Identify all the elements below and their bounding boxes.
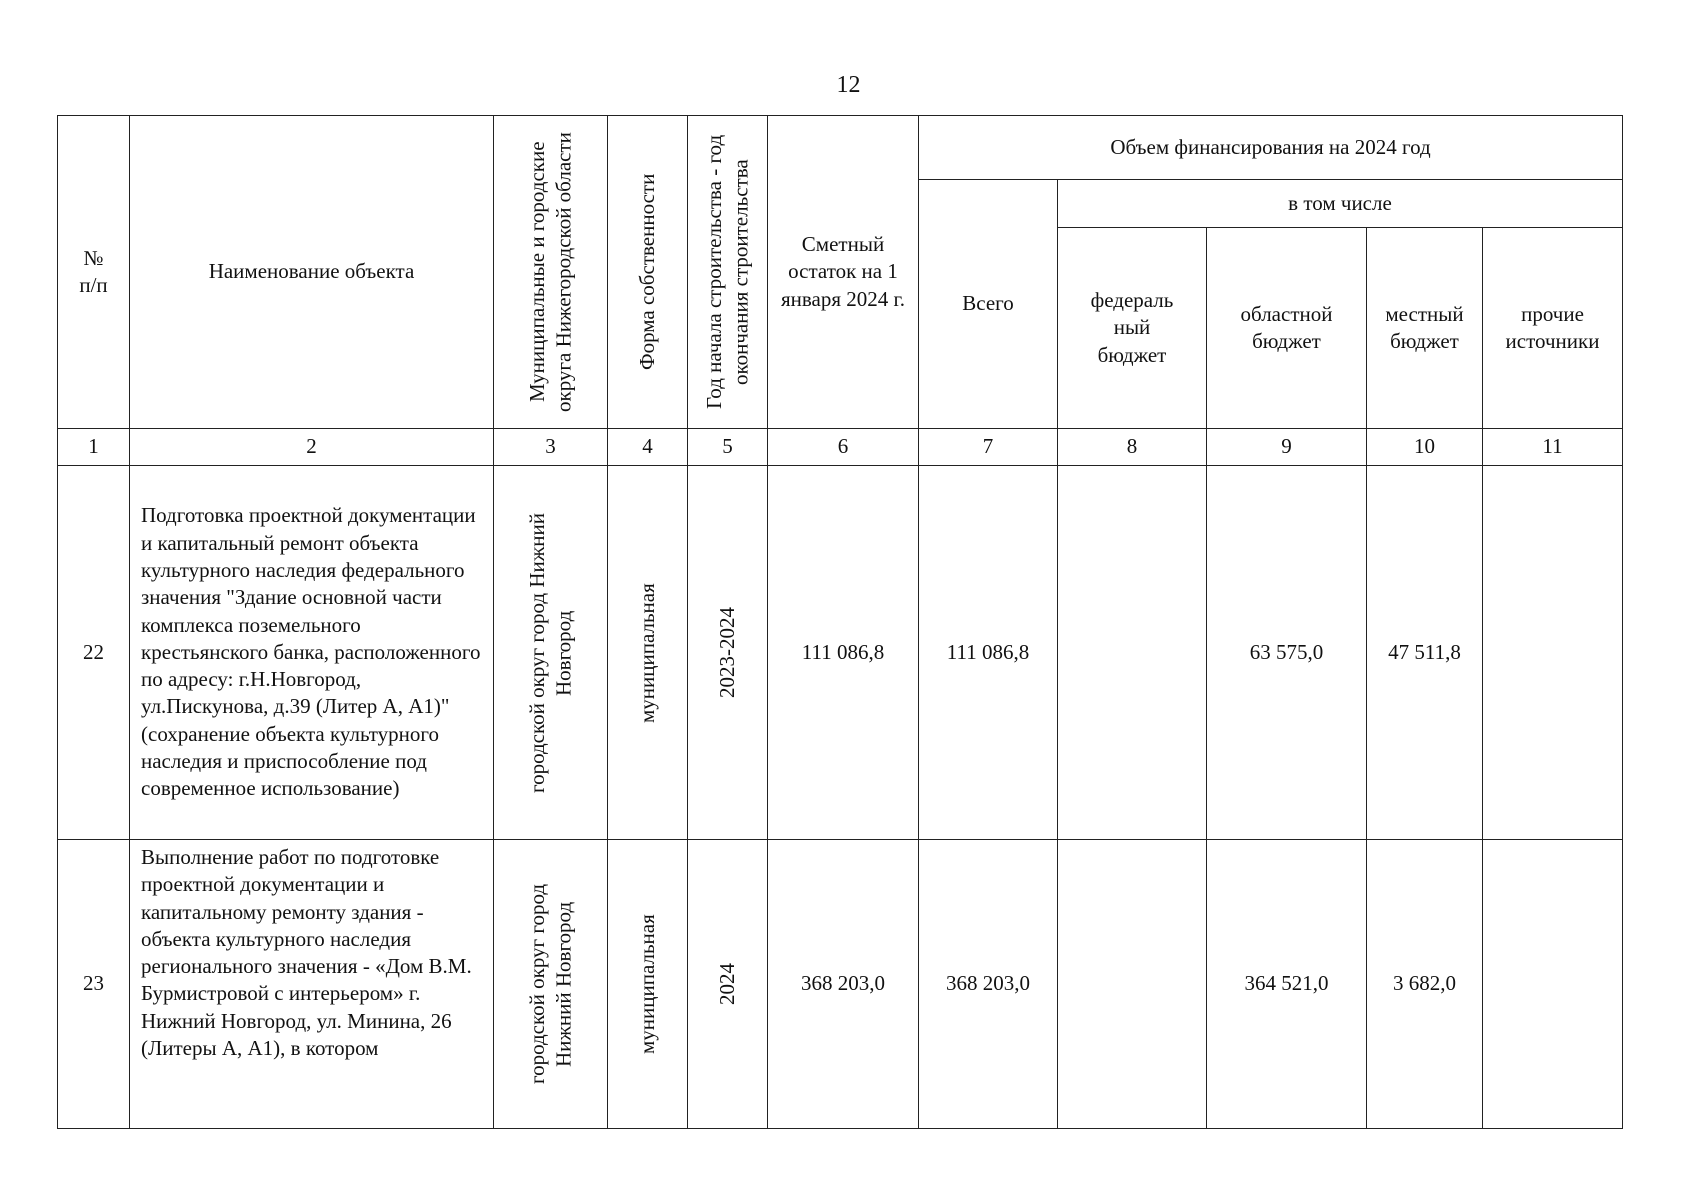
column-number-row [58,429,1623,466]
column-number: 6 [768,429,919,466]
row-estimate: 368 203,0 [768,840,919,1129]
header-municipality: Муниципальные и городские округа Нижегородской области [494,116,608,429]
header-ownership: Форма собственности [608,116,688,429]
row-municipality: городской округ город Нижний Новгород [494,466,608,840]
table-row [58,466,1623,840]
header-years: Год начала строительства - год окончания строительства [688,116,768,429]
header-funding: Объем финансирования на 2024 год [919,116,1623,180]
row-ownership: муниципальная [608,840,688,1129]
row-name-text: Выполнение работ по подготовке проектной документации и капитальному ремонту здания - объекта культурного наследия регионального значения - «Дом В.М. Бурмистровой с интерьером» г. Нижний Новгород, ул. Минина, 26 (Литеры А, А1), в котором [141,845,472,1061]
row-total: 368 203,0 [919,840,1058,1129]
row-federal [1058,466,1207,840]
row-total: 111 086,8 [919,466,1058,840]
column-number: 4 [608,429,688,466]
funding-table [57,115,1623,1129]
row-num: 22 [58,466,130,840]
column-number: 10 [1367,429,1483,466]
column-number: 11 [1483,429,1623,466]
column-number: 8 [1058,429,1207,466]
header-row-1 [58,116,1623,180]
header-local: местный бюджет [1367,228,1483,429]
header-other: прочие источники [1483,228,1623,429]
row-years: 2024 [688,840,768,1129]
header-total: Всего [919,180,1058,429]
column-number: 2 [130,429,494,466]
column-number: 3 [494,429,608,466]
header-regional: областной бюджет [1207,228,1367,429]
row-regional: 364 521,0 [1207,840,1367,1129]
column-number: 5 [688,429,768,466]
row-local: 3 682,0 [1367,840,1483,1129]
column-number: 1 [58,429,130,466]
row-other [1483,840,1623,1129]
header-federal: федераль ный бюджет [1058,228,1207,429]
header-including: в том числе [1058,180,1623,228]
row-other [1483,466,1623,840]
column-number: 7 [919,429,1058,466]
column-number: 9 [1207,429,1367,466]
table-row [58,840,1623,1129]
row-num: 23 [58,840,130,1129]
row-name [130,840,494,1129]
header-name: Наименование объекта [130,116,494,429]
page-number: 12 [836,72,861,98]
row-local: 47 511,8 [1367,466,1483,840]
row-municipality: городской округ город Нижний Новгород [494,840,608,1129]
row-estimate: 111 086,8 [768,466,919,840]
row-years: 2023-2024 [688,466,768,840]
header-estimate: Сметный остаток на 1 января 2024 г. [768,116,919,429]
row-name: Подготовка проектной документации и капитальный ремонт объекта культурного наследия федерального значения "Здание основной части комплекса поземельного крестьянского банка, расположенного по адресу: г.Н.Новгород, ул.Пискунова, д.39 (Литер А, А1)" (сохранение объекта культурного наследия и приспособление под современное использование) [130,466,494,840]
row-ownership: муниципальная [608,466,688,840]
row-regional: 63 575,0 [1207,466,1367,840]
row-federal [1058,840,1207,1129]
header-num: № п/п [58,116,130,429]
